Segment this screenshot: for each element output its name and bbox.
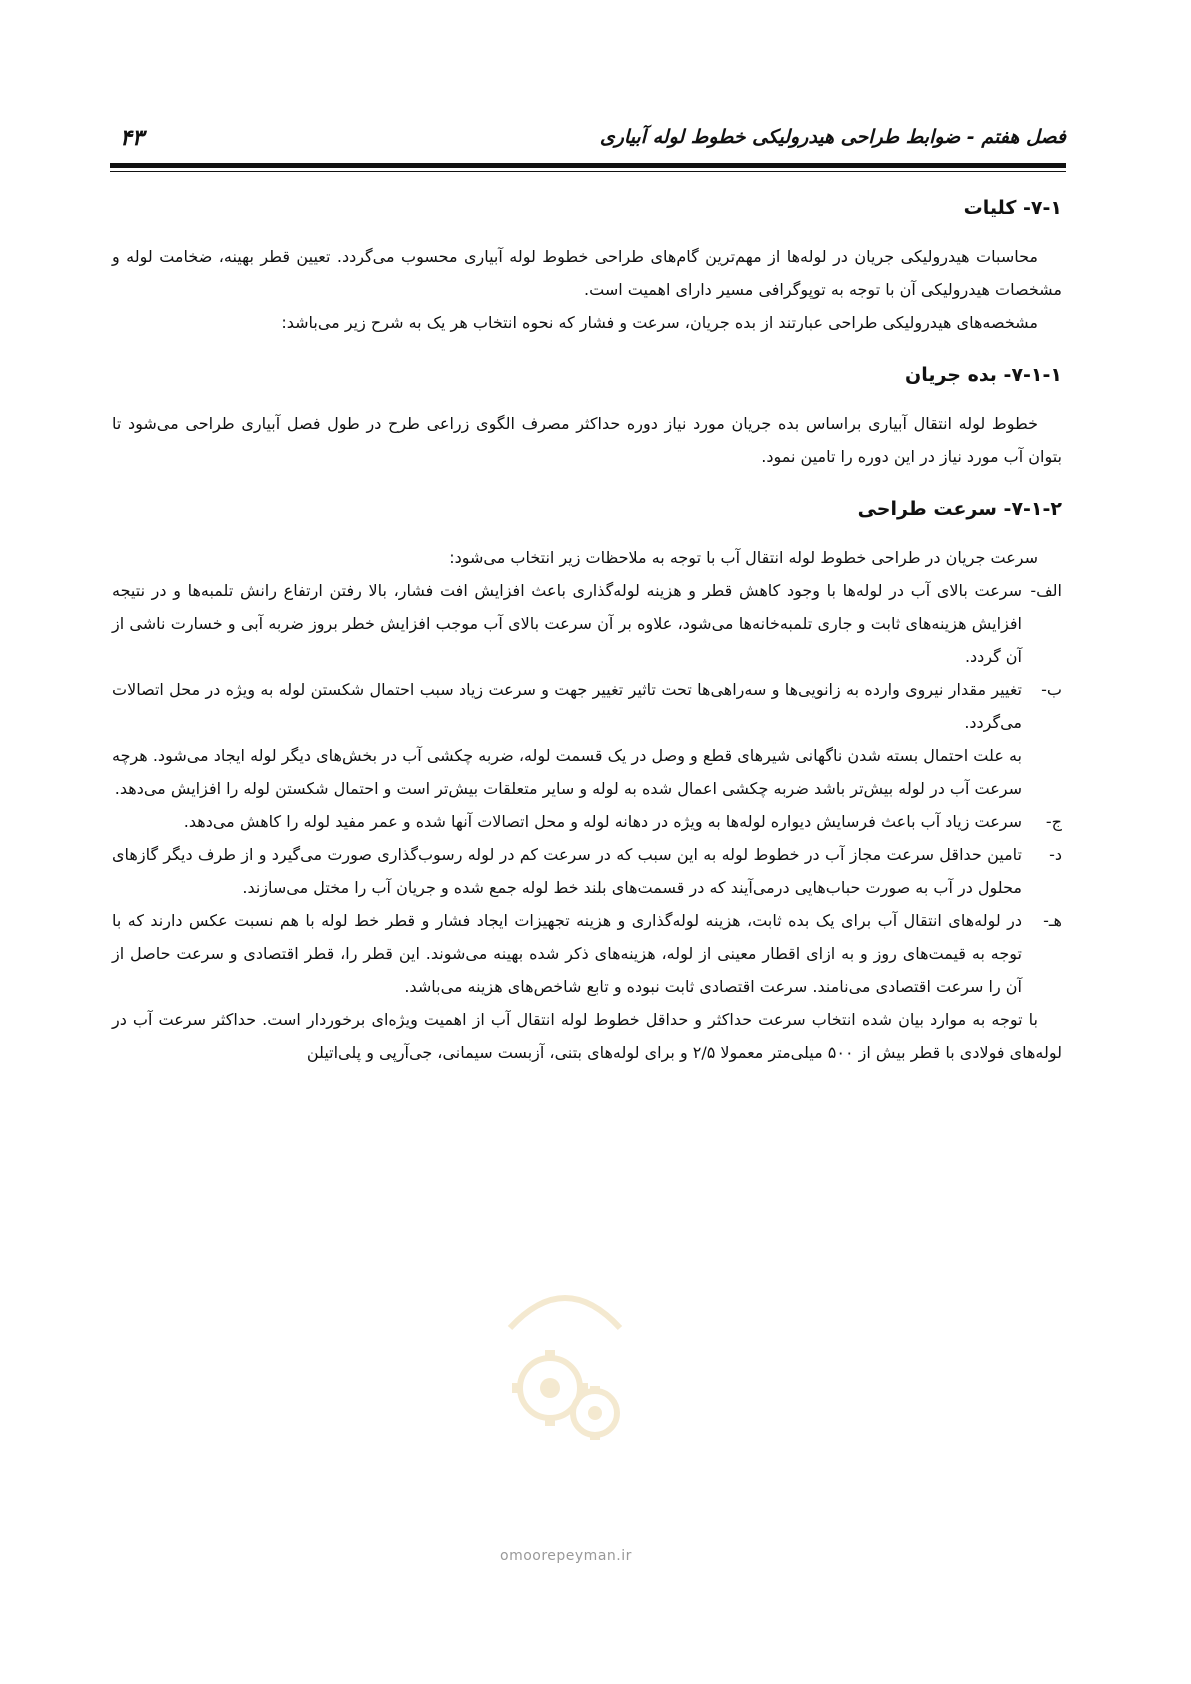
list-item-text: در لوله‌های انتقال آب برای یک بده ثابت، هزینه لوله‌گذاری و هزینه تجهیزات ایجاد فشار و قطر خط لوله با هم نسبت عکس دارند که با توجه به قیمت‌های روز و به ازای اقطار معینی از لوله، هزینه‌های ذکر شده بهینه می‌شوند. این قطر را، قطر اقتصادی و سرعت حاصل از آن را سرعت اقتصادی می‌نامند. سرعت اقتصادی ثابت نبوده و تابع شاخص‌های هزینه می‌باشد. [112, 911, 1022, 996]
list-item-label: الف- [1030, 581, 1062, 600]
page-body [112, 188, 1062, 1069]
section-heading-design-velocity: ۷-۱-۲- سرعت طراحی [857, 498, 1062, 520]
list-item-label: هـ- [1043, 911, 1062, 930]
list-item-label: د- [1049, 845, 1062, 864]
watermark-url: omoorepeyman.ir [500, 1548, 632, 1564]
list-item [112, 805, 1062, 838]
paragraph-flow-rate: خطوط لوله انتقال آبیاری براساس بده جریان مورد نیاز دوره حداکثر مصرف الگوی زراعی طرح در طول فصل آبیاری طراحی می‌شود تا بتوان آب مورد نیاز در این دوره را تامین نمود. [112, 414, 1062, 466]
paragraph-velocity-closing: با توجه به موارد بیان شده انتخاب سرعت حداکثر و حداقل خطوط لوله انتقال آب از اهمیت ویژه‌ای برخوردار است. حداکثر سرعت آب در لوله‌های فولادی با قطر بیش از ۵۰۰ میلی‌متر معمولا ۲/۵ و برای لوله‌های بتنی، آزبست سیمانی، جی‌آرپی و پلی‌اتیلن [112, 1010, 1062, 1062]
list-item [112, 838, 1062, 904]
list-item-text: تغییر مقدار نیروی وارده به زانویی‌ها و سه‌راهی‌ها تحت تاثیر تغییر جهت و سرعت زیاد سبب احتمال شکستن لوله به ویژه در محل اتصالات می‌گردد. [112, 680, 1022, 732]
list-item-label: ب- [1041, 680, 1062, 699]
list-item-text: سرعت بالای آب در لوله‌ها با وجود کاهش قطر و هزینه لوله‌گذاری باعث افزایش افت فشار، بالا رفتن ارتفاع رانش تلمبه‌ها و در نتیجه افزایش هزینه‌های ثابت و جاری تلمبه‌خانه‌ها می‌شود، علاوه بر آن سرعت بالای آب موجب افزایش خطر بروز ضربه آبی و خسارت ناشی از آن گردد. [112, 581, 1022, 666]
note-water-hammer: به علت احتمال بسته شدن ناگهانی شیرهای قطع و وصل در یک قسمت لوله، ضربه چکشی آب در بخش‌های دیگر لوله ایجاد می‌شود. هرچه سرعت آب در لوله بیش‌تر باشد ضربه چکشی اعمال شده به لوله و سایر متعلقات بیش‌تر است و احتمال شکستن لوله را افزایش می‌دهد. [112, 746, 1022, 798]
header-rule-thin [110, 171, 1066, 172]
list-item [112, 904, 1062, 1003]
page-header [110, 126, 1066, 166]
watermark-logo [490, 1268, 640, 1468]
running-header-title: فصل هفتم - ضوابط طراحی هیدرولیکی خطوط لوله آبیاری [599, 126, 1066, 148]
paragraph-velocity-intro: سرعت جریان در طراحی خطوط لوله انتقال آب با توجه به ملاحظات زیر انتخاب می‌شود: [449, 548, 1038, 567]
list-item-label: ج- [1045, 812, 1062, 831]
list-item-text: سرعت زیاد آب باعث فرسایش دیواره لوله‌ها به ویژه در دهانه لوله و محل اتصالات آنها شده و عمر مفید لوله را کاهش می‌دهد. [183, 812, 1022, 831]
list-item [112, 574, 1062, 673]
list-item-text: تامین حداقل سرعت مجاز آب در خطوط لوله به این سبب که در سرعت کم در لوله رسوب‌گذاری صورت می‌گیرد و از طرف دیگر گازهای محلول در آب به صورت حباب‌هایی درمی‌آیند که در قسمت‌های بلند خط لوله جمع شده و جریان آب را مختل می‌سازند. [112, 845, 1022, 897]
paragraph-general-2: مشخصه‌های هیدرولیکی طراحی عبارتند از بده جریان، سرعت و فشار که نحوه انتخاب هر یک به شرح زیر می‌باشد: [281, 313, 1038, 332]
header-rule-thick [110, 163, 1066, 168]
section-heading-general: ۷-۱- کلیات [963, 197, 1062, 219]
paragraph-general-1: محاسبات هیدرولیکی جریان در لوله‌ها از مهم‌ترین گام‌های طراحی خطوط لوله آبیاری محسوب می‌گردد. تعیین قطر بهینه، ضخامت لوله و مشخصات هیدرولیکی آن با توجه به توپوگرافی مسیر دارای اهمیت است. [112, 247, 1062, 299]
section-heading-flow-rate: ۷-۱-۱- بده جریان [904, 364, 1062, 386]
page-number: ۴۳ [120, 126, 144, 151]
list-item [112, 673, 1062, 739]
